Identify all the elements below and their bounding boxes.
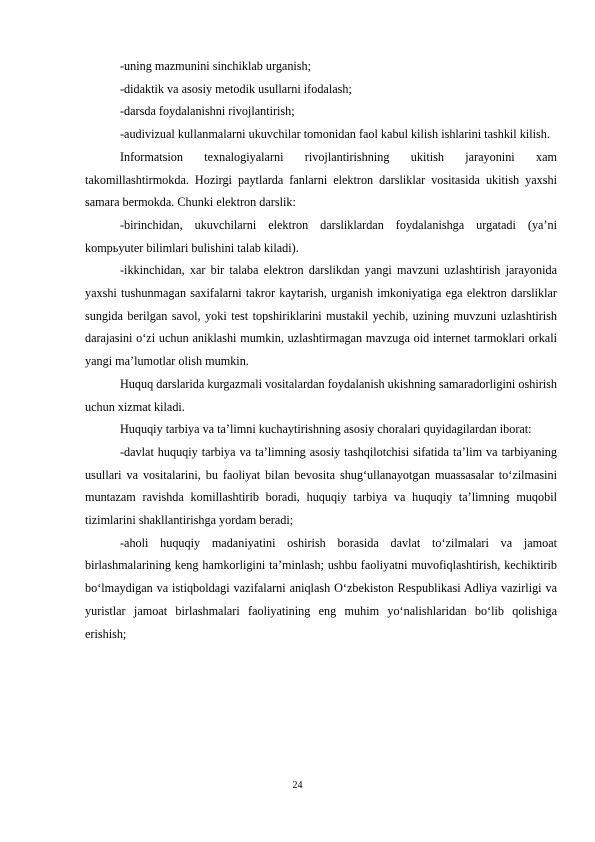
paragraph: -audivizual kullanmalarni ukuvchilar tomonidan faol kabul kilish ishlarini tashkil kilish.: [120, 127, 550, 142]
paragraph: -didaktik va asosiy metodik usullarni ifodalash;: [120, 81, 352, 96]
paragraph: -aholi huquqiy madaniyatini oshirish borasida davlat to‘zilmalari va jamoat birlashmalarining keng hamkorligini ta’minlash; ushbu faoliyatni muvofiqlashtirish, kechiktirib bo‘lmaydigan va istiqboldagi vazifalarni aniqlash O‘zbekiston Respublikasi Adliya vazirligi va yuristlar jamoat birlashmalari faoliyatining eng muhim yo‘nalishlaridan bo‘lib qolishiga erishish;: [85, 535, 557, 641]
paragraph: -uning mazmunini sinchiklab urganish;: [120, 59, 312, 73]
page-number: 24: [292, 780, 303, 791]
paragraph: Huquq darslarida kurgazmali vositalardan foydalanish ukishning samaradorligini oshirish uchun xizmat kiladi.: [85, 376, 557, 414]
paragraph: -ikkinchidan, xar bir talaba elektron darslikdan yangi mavzuni uzlashtirish jarayonida yaxshi tushunmagan saxifalarni takror kaytarish, urganish imkoniyatiga ega elektron darsliklar sungida berilgan savol, yoki test topshiriklarini mustakil yechib, uzining muvzuni uzlashtirish darajasini o‘zi uchun aniklashi mumkin, uzlashtirmagan mavzuga oid internet tarmoklari orkali yangi ma’lumotlar olish mumkin.: [85, 263, 557, 369]
paragraph: -darsda foydalanishni rivojlantirish;: [120, 104, 295, 119]
paragraph: Huquqiy tarbiya va ta’limni kuchaytirishning asosiy choralari quyidagilardan iborat:: [120, 422, 532, 437]
paragraph: -birinchidan, ukuvchilarni elektron darsliklardan foydalanishga urgatadi (ya’ni kompьyuter bilimlari bulishini talab kiladi).: [85, 217, 557, 255]
paragraph: Informatsion texnalogiyalarni rivojlantirishning ukitish jarayonini xam takomillashtirmokda. Hozirgi paytlarda fanlarni elektron darsliklar vositasida ukitish yaxshi samara bermokda. Chunki elektron darslik:: [85, 149, 557, 210]
paragraph: -davlat huquqiy tarbiya va ta’limning asosiy tashqilotchisi sifatida ta’lim va tarbiyaning usullari va vositalarini, bu faoliyat bilan bevosita shug‘ullanayotgan muassasalar to‘zilmasini muntazam ravishda komillashtirib boradi, huquqiy tarbiya va huquqiy ta’limning muqobil tizimlarini shakllantirishga yordam beradi;: [85, 444, 557, 528]
page-body: [85, 55, 557, 645]
